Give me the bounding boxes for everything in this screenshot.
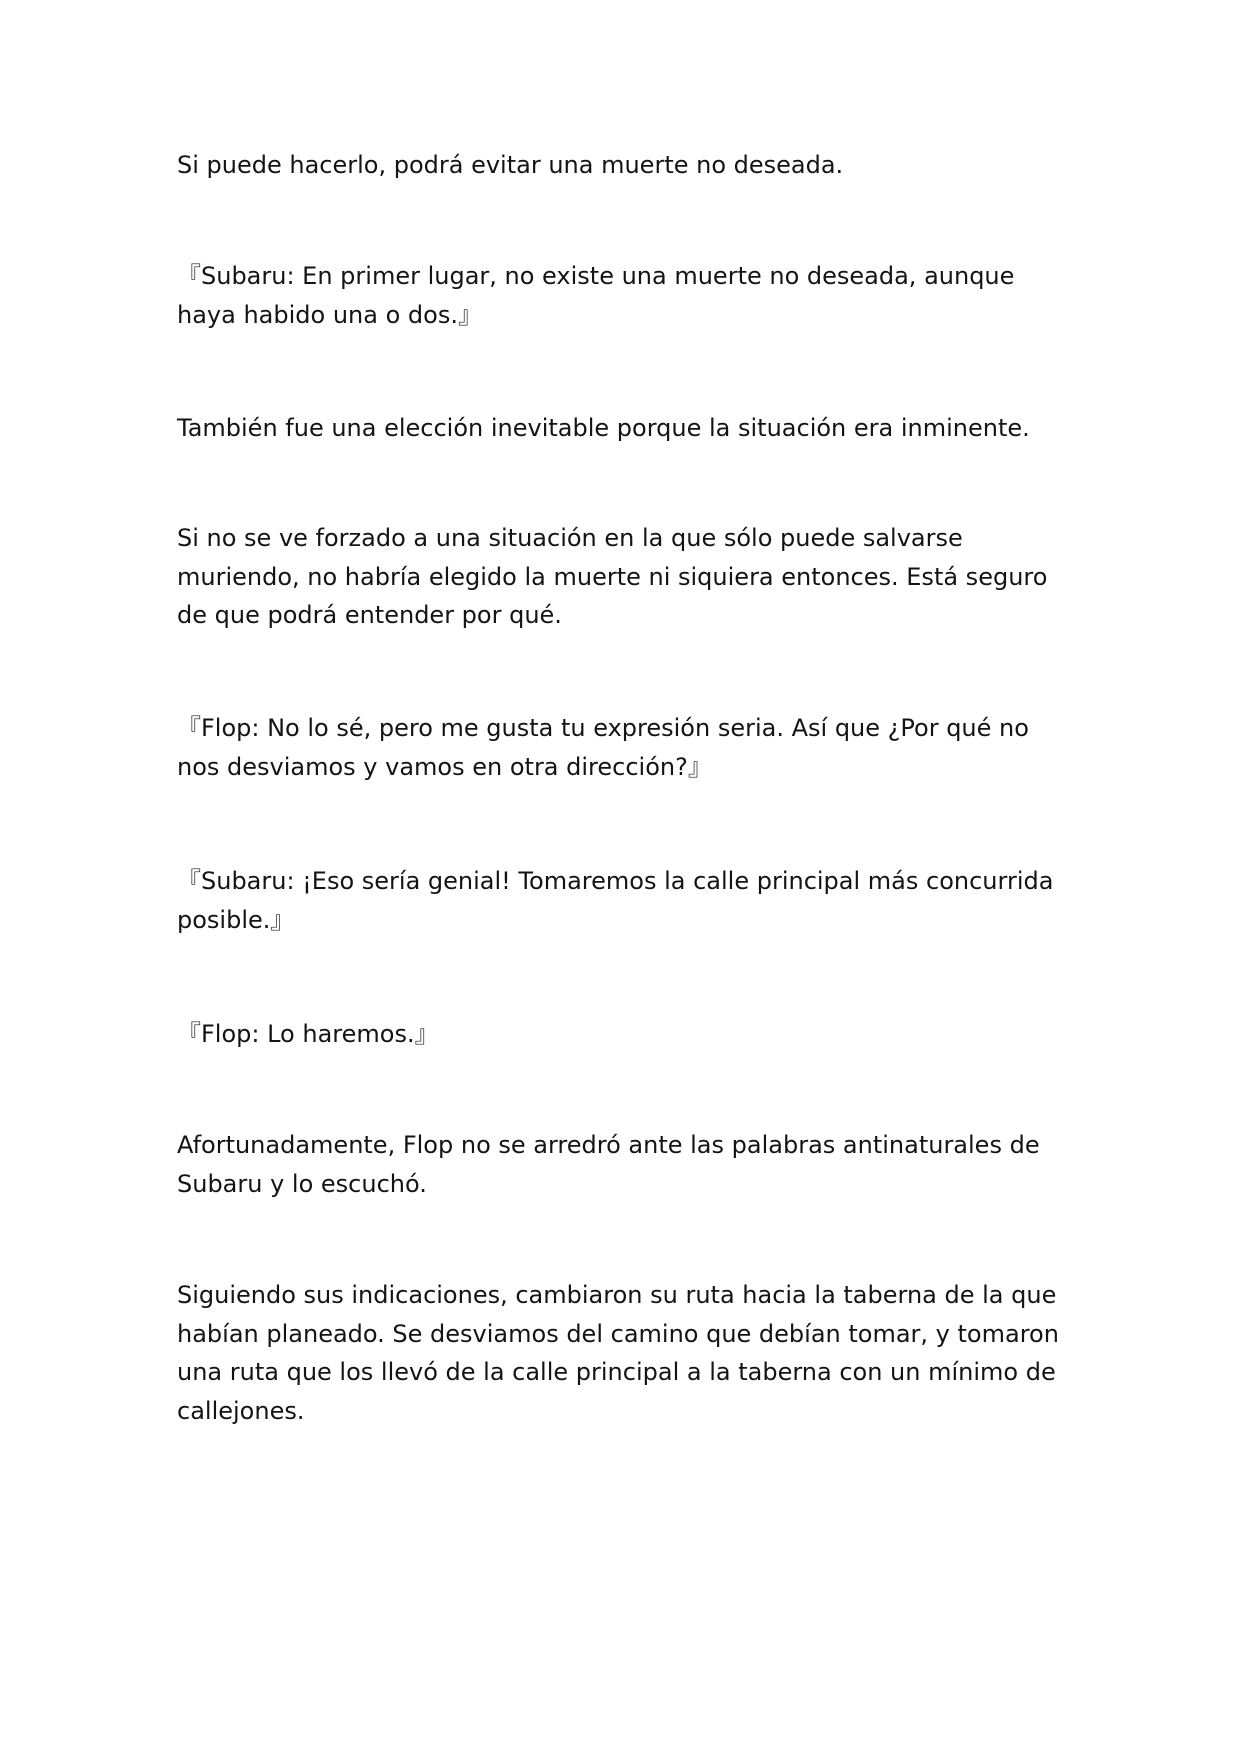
paragraph-narration: Si no se ve forzado a una situación en la que sólo puede salvarse muriendo, no habría elegido la muerte ni siquiera entonces. Está seguro de que podrá entender por qué. (177, 524, 1048, 629)
paragraph-narration: Afortunadamente, Flop no se arredró ante las palabras antinaturales de Subaru y lo escuchó. (177, 1131, 1040, 1198)
paragraph-dialogue-subaru: 『Subaru: En primer lugar, no existe una muerte no deseada, aunque haya habido una o dos.』 (177, 262, 1015, 329)
paragraph-narration: También fue una elección inevitable porque la situación era inminente. (177, 414, 1030, 442)
paragraph-narration: Siguiendo sus indicaciones, cambiaron su ruta hacia la taberna de la que habían planeado. Se desviamos del camino que debían tomar, y tomaron una ruta que los llevó de la calle principal a la taberna con un mínimo de callejones. (177, 1281, 1059, 1425)
paragraph-dialogue-subaru: 『Subaru: ¡Eso sería genial! Tomaremos la calle principal más concurrida posible.』 (177, 867, 1054, 934)
paragraph-dialogue-flop: 『Flop: No lo sé, pero me gusta tu expresión seria. Así que ¿Por qué no nos desviamos y vamos en otra dirección?』 (177, 714, 1029, 781)
paragraph-dialogue-flop: 『Flop: Lo haremos.』 (177, 1020, 439, 1048)
paragraph-narration: Si puede hacerlo, podrá evitar una muerte no deseada. (177, 151, 844, 179)
